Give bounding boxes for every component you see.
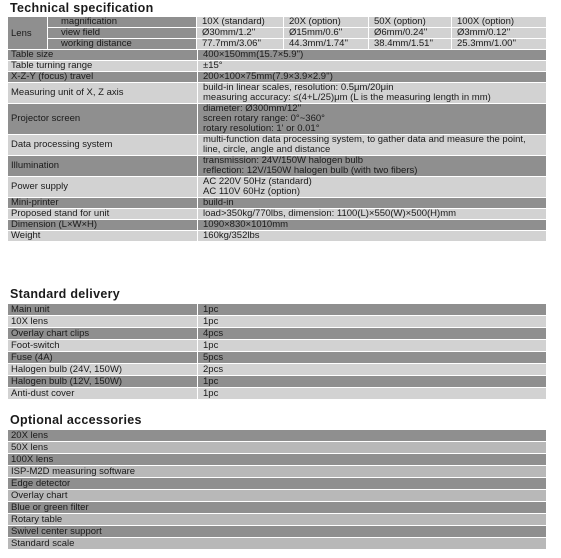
spec-row: [8, 220, 546, 231]
delivery-item-qty: 1pc: [198, 376, 546, 387]
delivery-item-qty: 2pcs: [198, 364, 546, 375]
lens-value-cell: Ø3mm/0.12'': [452, 28, 546, 38]
delivery-row: [8, 352, 546, 364]
lens-property-label: view field: [48, 28, 197, 38]
spec-value-line: line, circle, angle and distance: [203, 144, 331, 155]
spec-value-line: reflection: 12V/150W halogen bulb (with two fibers): [203, 165, 418, 176]
spec-value-line: 200×100×75mm(7.9×3.9×2.9''): [203, 71, 333, 82]
tech-rows: [8, 50, 546, 242]
delivery-item-label: Halogen bulb (24V, 150W): [8, 364, 198, 375]
spec-row: [8, 104, 546, 135]
delivery-row: [8, 328, 546, 340]
spec-label: Table turning range: [8, 61, 198, 71]
delivery-item-label: Overlay chart clips: [8, 328, 198, 339]
spec-row: [8, 177, 546, 198]
delivery-item-qty: 4pcs: [198, 328, 546, 339]
spec-value: [198, 198, 546, 208]
delivery-item-label: Foot-switch: [8, 340, 198, 351]
delivery-row: [8, 376, 546, 388]
spec-value: [198, 72, 546, 82]
delivery-item-label: 10X lens: [8, 316, 198, 327]
lens-subrow: [48, 28, 546, 39]
delivery-item-qty: 1pc: [198, 304, 546, 315]
spec-value-line: build-in: [203, 197, 234, 208]
spec-row: [8, 231, 546, 242]
delivery-row: [8, 316, 546, 328]
spec-row: [8, 156, 546, 177]
spec-value: [198, 135, 546, 155]
spec-value-line: screen rotary range: 0°~360°: [203, 113, 325, 124]
lens-value-cell: 44.3mm/1.74'': [284, 39, 369, 49]
lens-value-cell: 100X (option): [452, 17, 546, 27]
delivery-item-qty: 5pcs: [198, 352, 546, 363]
lens-value-cell: 20X (option): [284, 17, 369, 27]
spec-value-line: AC 220V 50Hz (standard): [203, 176, 312, 187]
accessory-item: Blue or green filter: [8, 502, 546, 514]
spec-value-line: rotary resolution: 1' or 0.01°: [203, 123, 320, 134]
accessory-item: 20X lens: [8, 430, 546, 442]
spec-label: Weight: [8, 231, 198, 241]
spec-value: [198, 61, 546, 71]
lens-property-label: magnification: [48, 17, 197, 27]
lens-value-cell: Ø30mm/1.2'': [197, 28, 284, 38]
standard-delivery-title: Standard delivery: [10, 287, 121, 301]
spec-label: Illumination: [8, 156, 198, 176]
delivery-row: [8, 388, 546, 400]
lens-subrow: [48, 39, 546, 49]
optional-accessories-title: Optional accessories: [10, 413, 142, 427]
accessory-item: ISP-M2D measuring software: [8, 466, 546, 478]
lens-grid: [48, 17, 546, 49]
lens-value-cell: 10X (standard): [197, 17, 284, 27]
standard-delivery-table: [8, 304, 546, 400]
delivery-row: [8, 304, 546, 316]
lens-property-label: working distance: [48, 39, 197, 49]
spec-value-line: AC 110V 60Hz (option): [203, 186, 300, 197]
delivery-item-qty: 1pc: [198, 340, 546, 351]
spec-value: [198, 83, 546, 103]
spec-value-line: transmission: 24V/150W halogen bulb: [203, 155, 364, 166]
accessory-item: Standard scale: [8, 538, 546, 550]
spec-row: [8, 83, 546, 104]
delivery-item-qty: 1pc: [198, 388, 546, 399]
accessory-item: Edge detector: [8, 478, 546, 490]
accessory-item: Swivel center support: [8, 526, 546, 538]
delivery-row: [8, 340, 546, 352]
spec-value: [198, 156, 546, 176]
lens-row: [8, 17, 546, 50]
technical-spec-table: [8, 17, 546, 242]
spec-value-line: diameter: Ø300mm/12'': [203, 103, 302, 114]
spec-label: X-Z-Y (focus) travel: [8, 72, 198, 82]
spec-label: Dimension (L×W×H): [8, 220, 198, 230]
lens-value-cell: Ø15mm/0.6'': [284, 28, 369, 38]
spec-value: [198, 231, 546, 241]
delivery-item-label: Fuse (4A): [8, 352, 198, 363]
lens-subrow: [48, 17, 546, 28]
spec-label: Power supply: [8, 177, 198, 197]
accessory-item: Overlay chart: [8, 490, 546, 502]
spec-value-line: 160kg/352lbs: [203, 230, 260, 241]
spec-value: [198, 209, 546, 219]
spec-label: Table size: [8, 50, 198, 60]
lens-label: Lens: [8, 17, 48, 49]
spec-value-line: 1090×830×1010mm: [203, 219, 289, 230]
lens-value-cell: 50X (option): [369, 17, 452, 27]
spec-value: [198, 50, 546, 60]
spec-value: [198, 220, 546, 230]
lens-value-cell: 38.4mm/1.51'': [369, 39, 452, 49]
delivery-row: [8, 364, 546, 376]
spec-value-line: measuring accuracy: ≤(4+L/25)μm (L is the measuring length in mm): [203, 92, 491, 103]
spec-label: Mini-printer: [8, 198, 198, 208]
accessory-item: 100X lens: [8, 454, 546, 466]
spec-label: Projector screen: [8, 104, 198, 134]
spec-label: Measuring unit of X, Z axis: [8, 83, 198, 103]
spec-value-line: ±15°: [203, 60, 223, 71]
spec-value: [198, 177, 546, 197]
spec-value-line: load>350kg/770lbs, dimension: 1100(L)×550(W)×500(H)mm: [203, 208, 457, 219]
lens-value-cell: 77.7mm/3.06'': [197, 39, 284, 49]
spec-row: [8, 135, 546, 156]
technical-spec-title: Technical specification: [10, 1, 154, 15]
delivery-item-label: Main unit: [8, 304, 198, 315]
delivery-item-label: Anti-dust cover: [8, 388, 198, 399]
lens-value-cell: 25.3mm/1.00'': [452, 39, 546, 49]
spec-value: [198, 104, 546, 134]
spec-label: Proposed stand for unit: [8, 209, 198, 219]
accessory-item: 50X lens: [8, 442, 546, 454]
delivery-item-label: Halogen bulb (12V, 150W): [8, 376, 198, 387]
delivery-item-qty: 1pc: [198, 316, 546, 327]
accessory-item: Rotary table: [8, 514, 546, 526]
spec-label: Data processing system: [8, 135, 198, 155]
spec-value-line: 400×150mm(15.7×5.9''): [203, 49, 304, 60]
spec-value-line: build-in linear scales, resolution: 0.5μm/20μin: [203, 82, 394, 93]
optional-accessories-table: [8, 430, 546, 550]
spec-value-line: multi-function data processing system, to gather data and measure the point,: [203, 134, 526, 145]
lens-value-cell: Ø6mm/0.24'': [369, 28, 452, 38]
